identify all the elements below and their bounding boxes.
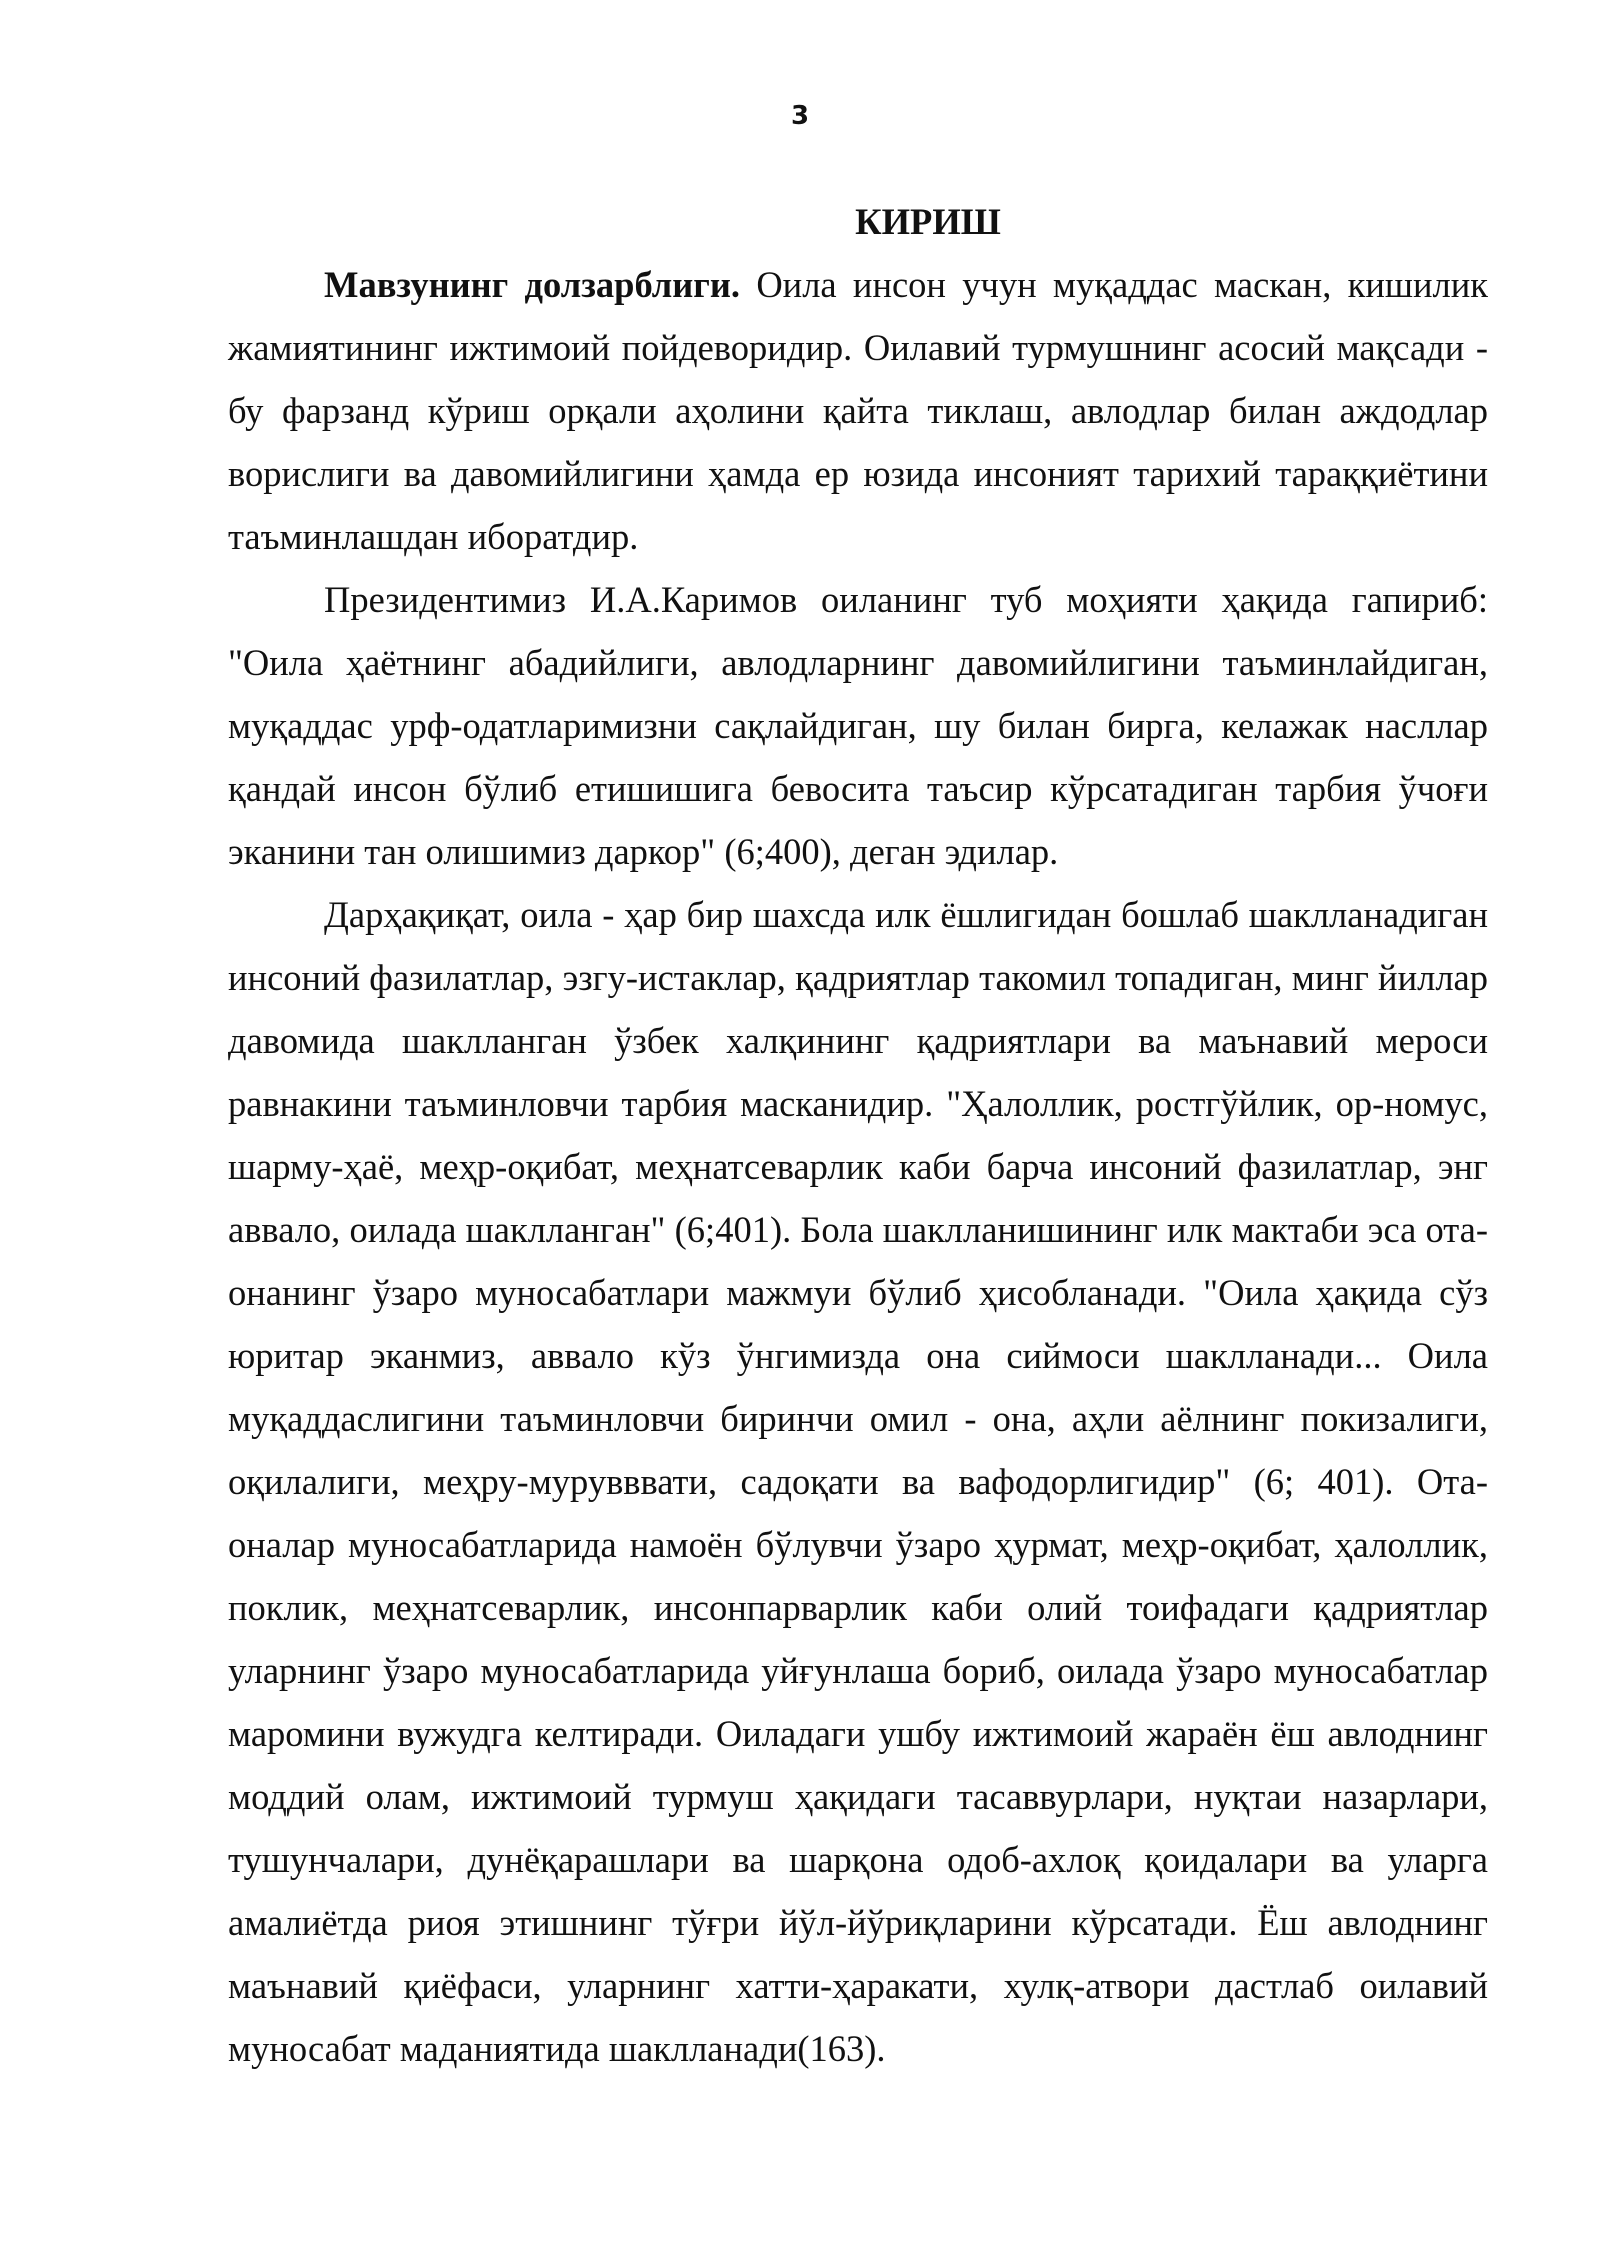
paragraph-text-president-quote: Президентимиз И.А.Каримов оиланинг туб моҳияти ҳақида гапириб: "Оила ҳаётнинг абадийлиги, авлодларнинг давомийлигини таъминлайдиган, муқаддас урф-одатларимизни сақлайдиган, шу билан бирга, келажак насллар қандай инсон бўлиб етишишига бевосита таъсир кўрсатадиган тарбия ўчоғи эканини тан олишимиз даркор" (6;400), деган эдилар. — [228, 579, 1488, 872]
page-number: 3 — [790, 101, 810, 131]
paragraph-relevance — [228, 253, 1488, 568]
paragraph-president-quote — [228, 568, 1488, 883]
paragraph-lead-relevance: Мавзунинг долзарблиги. — [324, 264, 741, 305]
paragraph-text-relevance: Оила инсон учун муқаддас маскан, кишилик жамиятининг ижтимоий пойдеворидир. Оилавий турмушнинг асосий мақсади - бу фарзанд кўриш орқали аҳолини қайта тиклаш, авлодлар билан аждодлар ворислиги ва давомийлигини ҳамда ер юзида инсоният тарихий тараққиётини таъминлашдан иборатдир. — [228, 264, 1488, 557]
paragraph-text-family-values: Дарҳақиқат, оила - ҳар бир шахсда илк ёшлигидан бошлаб шаклланадиган инсоний фазилатлар, эзгу-истаклар, қадриятлар такомил топадиган, минг йиллар давомида шаклланган ўзбек халқининг қадриятлари ва маънавий мероси равнакини таъминловчи тарбия масканидир. "Ҳалоллик, ростгўйлик, ор-номус, шарму-ҳаё, меҳр-оқибат, меҳнатсеварлик каби барча инсоний фазилатлар, энг аввало, оилада шаклланган" (6;401). Бола шаклланишининг илк мактаби эса ота-онанинг ўзаро муносабатлари мажмуи бўлиб ҳисобланади. "Оила ҳақида сўз юритар эканмиз, аввало кўз ўнгимизда она сиймоси шаклланади... Оила муқаддаслигини таъминловчи биринчи омил - она, аҳли аёлнинг покизалиги, оқилалиги, меҳру-мурувввати, садоқати ва вафодорлигидир" (6; 401). Ота-оналар муносабатларида намоён бўлувчи ўзаро ҳурмат, меҳр-оқибат, ҳалоллик, поклик, меҳнатсеварлик, инсонпарварлик каби олий тоифадаги қадриятлар уларнинг ўзаро муносабатларида уйғунлаша бориб, оилада ўзаро муносабатлар маромини вужудга келтиради. Оиладаги ушбу ижтимоий жараён ёш авлоднинг моддий олам, ижтимоий турмуш ҳақидаги тасаввурлари, нуқтаи назарлари, тушунчалари, дунёқарашлари ва шарқона одоб-ахлоқ қоидалари ва уларга амалиётда риоя этишнинг тўғри йўл-йўриқларини кўрсатади. Ёш авлоднинг маънавий қиёфаси, уларнинг хатти-ҳаракати, хулқ-атвори дастлаб оилавий муносабат маданиятида шаклланади(163). — [228, 894, 1488, 2069]
page-content — [228, 190, 1488, 2080]
section-heading: КИРИШ — [855, 201, 1001, 242]
paragraph-family-values — [228, 883, 1488, 2080]
